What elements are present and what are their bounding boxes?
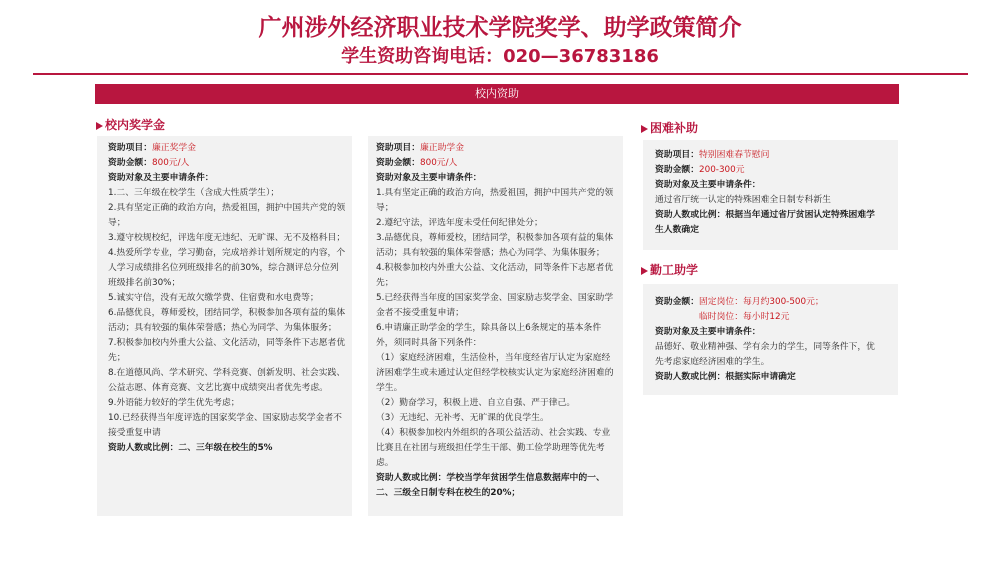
title-divider [33,73,968,75]
quota-value: 根据实际申请确定 [725,372,796,382]
project-value: 廉正奖学金 [152,143,196,153]
card-work-study [643,284,898,395]
triangle-right-icon [641,125,648,133]
quota-label: 资助人数或比例： [108,443,179,453]
project-value: 特别困难春节慰问 [699,150,770,160]
amount-label: 资助金额： [376,158,420,168]
card-lianzheng-grant [368,136,623,516]
project-row [655,148,876,163]
condition-item: 1.具有坚定正确的政治方向，热爱祖国，拥护中国共产党的领导； [376,188,614,213]
project-row [376,141,617,156]
quota-value: 学校当学年贫困学生信息数据库中的一、二、三级全日制专科在校生的20%； [376,473,605,498]
condition-item: 通过省厅统一认定的特殊困难全日制专科新生 [655,195,831,205]
sub-condition-item: （1）家庭经济困难，生活俭朴，当年度经省厅认定为家庭经济困难学生或未通过认定但经学校核实认定为家庭经济困难的学生。 [376,353,614,393]
section-heading-scholarship [96,117,165,133]
section-heading-work-study [641,262,698,278]
condition-item: 品德好、敬业精神强、学有余力的学生，同等条件下，优先考虑家庭经济困难的学生。 [655,342,875,367]
project-label: 资助项目： [655,150,699,160]
sub-condition-item: （4）积极参加校内外组织的各项公益活动、社会实践、专业比赛且在社团与班级担任学生干部、勤工俭学助理等优先考虑。 [376,428,611,468]
conditions-label: 资助对象及主要申请条件： [655,180,761,190]
project-label: 资助项目： [376,143,420,153]
condition-item: 8.在道德风尚、学术研究、学科竞赛、创新发明、社会实践、公益志愿、体育竞赛、文艺比赛中成绩突出者优先考虑。 [108,368,346,393]
condition-item: 5.诚实守信，没有无故欠缴学费、住宿费和水电费等； [108,293,319,303]
quota-label: 资助人数或比例： [655,372,726,382]
condition-item: 10.已经获得当年度评选的国家奖学金、国家励志奖学金者不接受重复申请 [108,413,342,438]
amount-row [108,156,346,171]
sub-condition-item: （3）无违纪、无补考、无旷课的优良学生。 [376,413,549,423]
condition-item: 2.遵纪守法，评选年度未受任何纪律处分； [376,218,543,228]
amount-row-temp [655,310,876,325]
project-label: 资助项目： [108,143,152,153]
quota-row [376,471,617,501]
amount-value: 200-300元 [699,165,745,175]
condition-item: 2.具有坚定正确的政治方向，热爱祖国，拥护中国共产党的领导； [108,203,346,228]
section-heading-label: 困难补助 [650,121,699,135]
quota-value: 二、三年级在校生的5% [178,443,273,453]
conditions-label: 资助对象及主要申请条件： [108,173,214,183]
project-value: 廉正助学金 [420,143,464,153]
amount-label: 资助金额： [655,297,699,307]
condition-item: 6.申请廉正助学金的学生，除具备以上6条规定的基本条件外，须同时具备下列条件： [376,323,602,348]
amount-row [655,163,876,178]
quota-value: 根据当年通过省厅贫困认定特殊困难学生人数确定 [655,210,875,235]
banner-label: 校内资助 [475,87,519,100]
quota-label: 资助人数或比例： [376,473,447,483]
condition-item: 4.积极参加校内外重大公益、文化活动，同等条件下志愿者优先； [376,263,614,288]
section-heading-label: 勤工助学 [650,263,699,277]
amount-value: 800元/人 [420,158,458,168]
condition-item: 7.积极参加校内外重大公益、文化活动，同等条件下志愿者优先； [108,338,346,363]
condition-item: 3.品德优良，尊师爱校，团结同学，积极参加各项有益的集体活动；具有较强的集体荣誉感；热心为同学、为集体服务； [376,233,614,258]
sub-condition-item: （2）勤奋学习，积极上进、自立自强、严于律己。 [376,398,576,408]
project-row [108,141,346,156]
conditions-label: 资助对象及主要申请条件： [655,327,761,337]
card-spring-festival-relief [643,140,898,250]
quota-row [108,441,346,456]
amount-row [655,295,876,310]
section-heading-hardship [641,120,698,136]
amount-fixed-value: 固定岗位：每月约300-500元； [699,297,824,307]
card-lianzheng-scholarship [97,136,352,516]
section-banner [95,84,899,104]
condition-item: 5.已经获得当年度的国家奖学金、国家励志奖学金、国家助学金者不接受重复申请； [376,293,614,318]
triangle-right-icon [96,122,103,130]
consult-phone: 学生资助咨询电话：020—36783186 [341,46,659,67]
amount-value: 800元/人 [152,158,190,168]
amount-row [376,156,617,171]
quota-row [655,370,876,385]
condition-item: 1.二、三年级在校学生（含成大性质学生）； [108,188,280,198]
amount-label: 资助金额： [108,158,152,168]
section-heading-label: 校内奖学金 [105,118,166,132]
conditions-label: 资助对象及主要申请条件： [376,173,482,183]
triangle-right-icon [641,267,648,275]
condition-item: 3.遵守校规校纪，评选年度无违纪、无旷课、无不及格科目； [108,233,346,243]
condition-item: 4.热爱所学专业，学习勤奋，完成培养计划所规定的内容，个人学习成绩排名位列班级排名的前30%，综合测评总分位列班级排名前30%； [108,248,346,288]
quota-row [655,208,876,238]
page-title: 广州涉外经济职业技术学院奖学、助学政策简介 [258,15,742,41]
quota-label: 资助人数或比例： [655,210,726,220]
amount-label: 资助金额： [655,165,699,175]
condition-item: 6.品德优良，尊师爱校，团结同学，积极参加各项有益的集体活动；具有较强的集体荣誉感；热心为同学、为集体服务； [108,308,346,333]
amount-temp-value: 临时岗位：每小时12元 [699,312,790,322]
condition-item: 9.外语能力较好的学生优先考虑； [108,398,240,408]
